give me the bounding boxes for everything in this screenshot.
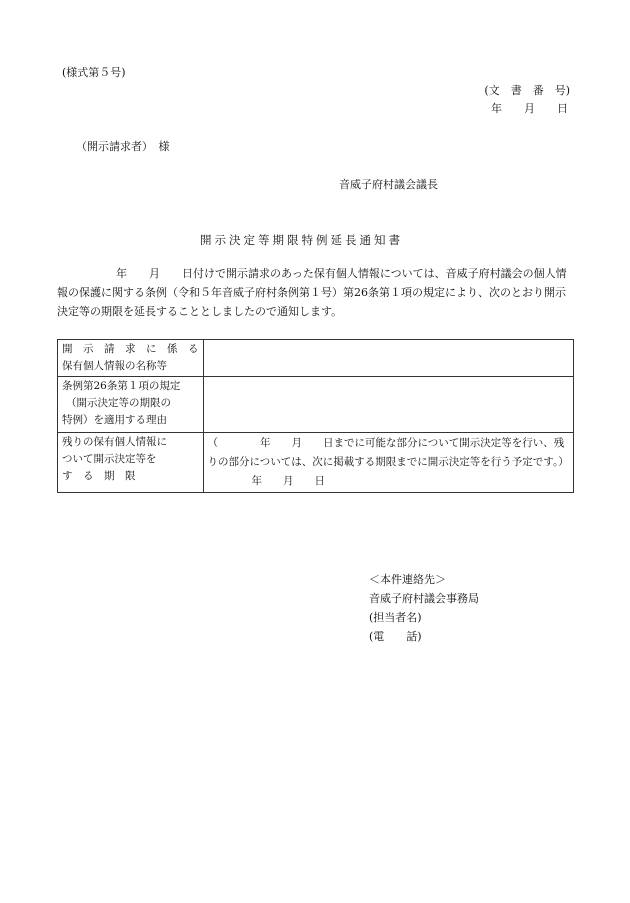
body-line: 報の保護に関する条例（令和５年音威子府村条例第１号）第26条第１項の規定により、次のとおり開示 bbox=[57, 286, 566, 299]
sender: 音威子府村議会議長 bbox=[339, 178, 438, 191]
table-row bbox=[58, 340, 574, 377]
contact-block bbox=[369, 570, 479, 646]
table-row bbox=[58, 377, 574, 433]
contact-office: 音威子府村議会事務局 bbox=[369, 592, 479, 605]
value-line: りの部分については、次に掲載する期限までに開示決定等を行う予定です。） bbox=[207, 456, 569, 468]
value-cell[interactable] bbox=[203, 377, 574, 433]
contact-phone: (電 話) bbox=[369, 630, 422, 643]
notice-table bbox=[57, 339, 574, 493]
value-cell[interactable] bbox=[203, 433, 574, 493]
value-line: 年 月 日 bbox=[251, 475, 325, 487]
label-line: 特例）を適用する理由 bbox=[62, 414, 167, 426]
label-line: す る 期 限 bbox=[62, 470, 136, 482]
label-line: 保有個人情報の名称等 bbox=[62, 360, 167, 372]
label-line: ついて開示決定等を bbox=[62, 453, 157, 465]
table-row bbox=[58, 433, 574, 493]
value-line: （ 年 月 日までに可能な部分について開示決定等を行い、残 bbox=[207, 437, 565, 449]
issue-date: 年 月 日 bbox=[491, 102, 568, 115]
document-number: (文 書 番 号) bbox=[484, 84, 570, 97]
body-line: 年 月 日付けで開示請求のあった保有個人情報については、音威子府村議会の個人情 bbox=[116, 267, 567, 280]
form-number: (様式第５号) bbox=[62, 66, 126, 79]
body-paragraph bbox=[57, 264, 575, 321]
body-line: 決定等の期限を延長することとしましたので通知します。 bbox=[57, 305, 343, 318]
recipient: （開示請求者） 様 bbox=[76, 140, 170, 153]
label-line: 残りの保有個人情報に bbox=[62, 436, 167, 448]
value-cell[interactable] bbox=[203, 340, 574, 377]
label-cell bbox=[58, 377, 204, 433]
label-cell bbox=[58, 433, 204, 493]
document-title: 開示決定等期限特例延長通知書 bbox=[200, 233, 403, 247]
label-line: 条例第26条第１項の規定 bbox=[62, 380, 181, 392]
contact-person: (担当者名) bbox=[369, 611, 422, 624]
label-line: （開示決定等の期限の bbox=[66, 397, 171, 409]
label-cell bbox=[58, 340, 204, 377]
label-line: 開 示 請 求 に 係 る bbox=[62, 343, 199, 355]
contact-heading: ＜本件連絡先＞ bbox=[369, 573, 446, 586]
